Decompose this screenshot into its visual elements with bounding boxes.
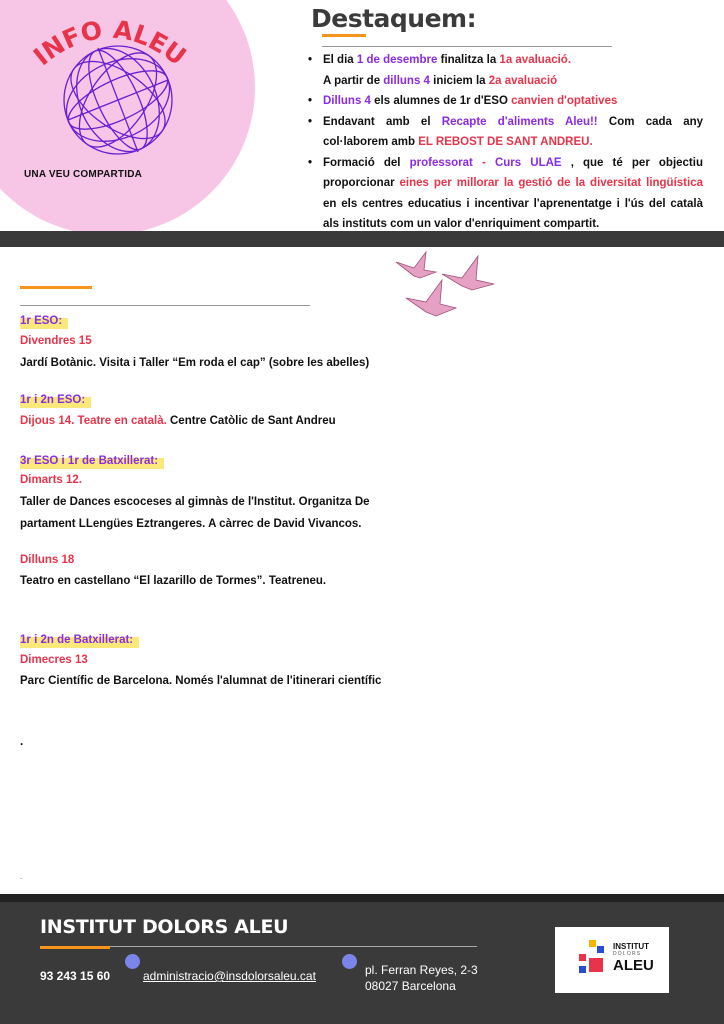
section-divider-band — [0, 231, 724, 247]
event-description: partament LLengües Eztrangeres. A càrrec de David Vivancos. — [20, 518, 362, 530]
divider — [322, 46, 612, 47]
logo-tagline: UNA VEU COMPARTIDA — [24, 169, 143, 180]
agenda-entry — [20, 630, 381, 691]
event-description: Parc Científic de Barcelona. Només l'alumnat de l'itinerari científic — [20, 675, 382, 687]
email-bullet-icon — [125, 954, 140, 969]
grade-label: 3r ESO i 1r de Batxillerat: — [20, 451, 164, 471]
footer-accent-line — [40, 946, 110, 949]
bullet-icon: • — [308, 115, 313, 128]
badge-text: ALEU — [613, 957, 654, 974]
agenda-entry — [20, 451, 370, 535]
event-description: Jardí Botànic. Visita i Taller “Em roda el cap” (sobre les abelles) — [20, 357, 370, 369]
highlight-item: • Dilluns 4 els alumnes de 1r d'ESO canvien d'optatives — [306, 91, 703, 112]
footer-top-border — [0, 894, 724, 902]
address-bullet-icon — [342, 954, 357, 969]
address-line: pl. Ferran Reyes, 2-3 — [365, 963, 478, 977]
grade-label: 1r i 2n de Batxillerat: — [20, 630, 139, 650]
highlight-item: • Formació del professorat - Curs ULAE , que té per objectiu proporcionar eines per millorar la gestió de la diversitat lingüística en els centres educatius i incentivar l'aprenentatge i l'ús del català als instituts com un valor d'enriquiment compartit. — [306, 153, 703, 235]
highlight-item: A partir de dilluns 4 iniciem la 2a avaluació — [323, 74, 558, 87]
bullet-icon: • — [308, 95, 313, 107]
highlights-list — [306, 50, 703, 235]
school-name: INSTITUT DOLORS ALEU — [40, 916, 289, 938]
svg-text:INFO ALEU: INFO ALEU — [27, 14, 192, 70]
footer — [0, 894, 724, 1024]
event-date: Dimarts 12. — [20, 474, 83, 486]
bullet-icon: • — [308, 156, 313, 169]
title-accent-line — [322, 34, 366, 37]
school-logo-icon — [575, 940, 615, 980]
highlights-title: Destaquem: — [311, 4, 477, 33]
event-date: Dijous 14. Teatre en català. — [20, 415, 167, 427]
event-description: Centre Catòlic de Sant Andreu — [166, 415, 336, 427]
event-date: Dilluns 18 — [20, 554, 75, 566]
section-accent-line — [20, 286, 92, 289]
globe-icon — [58, 40, 178, 160]
divider — [20, 305, 310, 306]
grade-label: 1r ESO: — [20, 311, 68, 331]
stray-dot: . — [20, 734, 24, 748]
badge-text: INSTITUT — [613, 942, 649, 951]
school-logo-badge — [555, 927, 669, 993]
event-date: Dimecres 13 — [20, 654, 88, 666]
event-date: Divendres 15 — [20, 335, 92, 347]
event-description: Teatro en castellano “El lazarillo de Tormes”. Teatreneu. — [20, 575, 327, 587]
phone-number: 93 243 15 60 — [40, 969, 111, 983]
highlight-item: • El dia 1 de desembre finalitza la 1a avaluació. — [306, 50, 703, 71]
email-link[interactable]: administracio@insdolorsaleu.cat — [143, 969, 316, 983]
grade-label: 1r i 2n ESO: — [20, 390, 91, 410]
stray-dot: . — [20, 872, 23, 881]
event-description: Taller de Dances escoceses al gimnàs de l'Institut. Organitza De — [20, 496, 370, 508]
agenda-entry — [20, 550, 326, 591]
badge-text: DOLORS — [613, 951, 642, 957]
bullet-icon: • — [308, 54, 313, 66]
highlight-item: • Endavant amb el Recapte d'aliments Aleu!! Com cada any col·laborem amb EL REBOST DE SANT ANDREU. — [306, 112, 703, 153]
address-line: 08027 Barcelona — [365, 979, 456, 993]
birds-icon — [390, 248, 500, 326]
agenda-entry — [20, 311, 369, 373]
address — [365, 962, 478, 994]
agenda-entry — [20, 390, 336, 431]
